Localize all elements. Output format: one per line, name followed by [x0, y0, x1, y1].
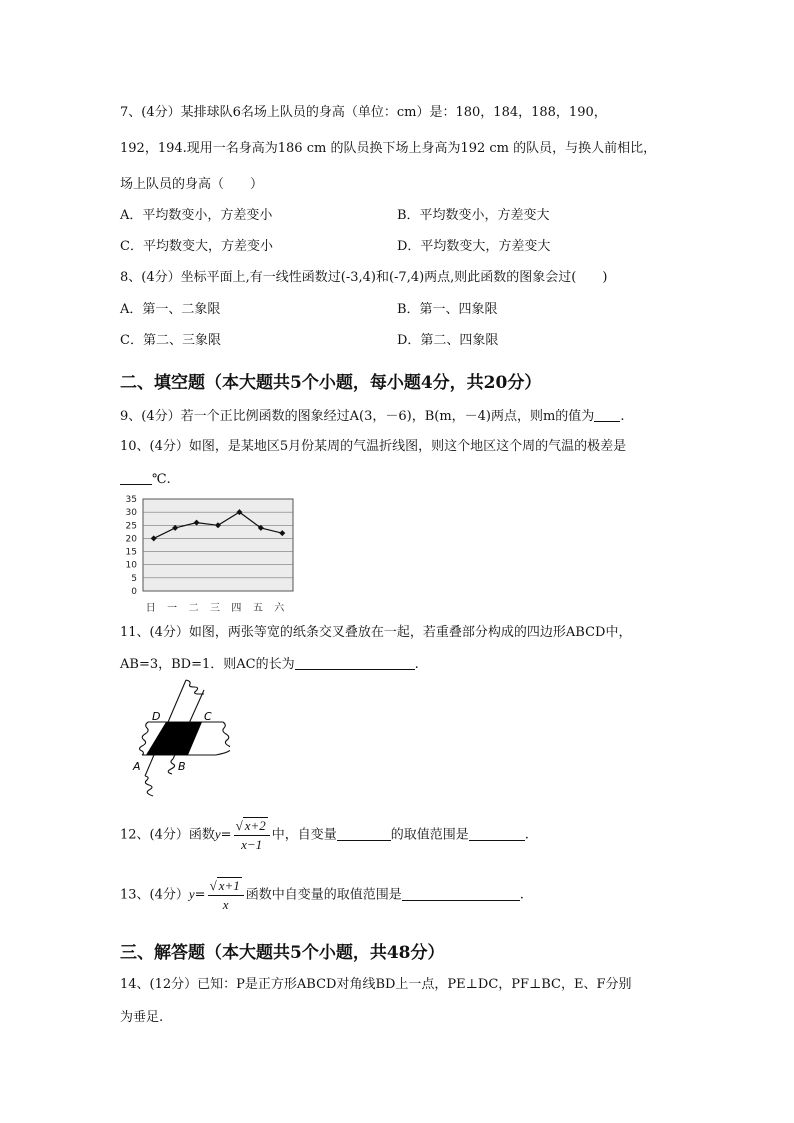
q8-option-d: D．第二、四象限: [397, 333, 499, 348]
q12-text: [120, 818, 529, 852]
q13-mid: 函数中自变量的取值范围是: [245, 887, 402, 903]
q8-option-b: B．第一、四象限: [397, 302, 498, 317]
y-tick-label: 5: [131, 573, 137, 584]
x-tick-label: 一: [167, 603, 178, 614]
q13-text: [120, 878, 524, 912]
q9-text: [120, 409, 624, 423]
q13-fraction: $\frac{√ x+1}{x}$: [208, 878, 244, 912]
q7-option-b: B．平均数变小，方差变大: [397, 208, 550, 223]
q13-y: y: [188, 886, 195, 902]
q12-fraction: $\frac{√ x+2}{x-1}$: [234, 818, 270, 852]
q7-line3: 场上队员的身高（ ）: [120, 177, 264, 192]
q11-answer-blank[interactable]: [295, 657, 415, 670]
plot-area: [143, 499, 293, 591]
label-d: D: [152, 710, 161, 723]
q13-prefix: 13、(4分）: [120, 887, 189, 903]
q11-body: AB=3，BD=1．则AC的长为: [120, 657, 295, 672]
q10-unit: ℃.: [152, 472, 171, 487]
section-heading-solutions: 三、解答题（本大题共5个小题，共48分）: [120, 943, 445, 963]
q14-line1: 14、(12分）已知：P是正方形ABCD对角线BD上一点，PE⊥DC，PF⊥BC，E、F分别: [120, 977, 632, 992]
q13-end: .: [519, 887, 524, 903]
y-tick-label: 15: [125, 547, 137, 558]
x-tick-label: 三: [210, 603, 220, 614]
q9-end: .: [620, 409, 625, 424]
x-tick-label: 五: [252, 603, 263, 614]
q12-denominator: x−1: [241, 836, 263, 852]
q9-answer-blank[interactable]: [594, 409, 620, 422]
x-tick-label: 二: [188, 603, 199, 614]
q9-body: 9、(4分）若一个正比例函数的图象经过A(3，－6)，B(m，－4)两点，则m的值为: [120, 409, 595, 424]
q12-y: y: [214, 826, 221, 842]
q7-line2: 192，194.现用一名身高为186 cm 的队员换下场上身高为192 cm 的队员，与换人前相比，: [120, 141, 657, 156]
q8-option-c: C．第二、三象限: [120, 333, 221, 348]
strip1-left-torn-edge: [140, 722, 149, 755]
q12-end: .: [524, 827, 529, 843]
q12-blank-variable[interactable]: [337, 828, 391, 841]
x-tick-label: 日: [145, 603, 156, 614]
q10-text: 10、(4分）如图，是某地区5月份某周的气温折线图，则这个地区这个周的气温的极差是: [120, 439, 627, 454]
temperature-line-chart: [115, 492, 300, 614]
y-tick-label: 10: [125, 560, 137, 571]
q7-line1: 7、(4分）某排球队6名场上队员的身高（单位：cm）是：180，184，188，190，: [120, 105, 607, 120]
label-c: C: [204, 710, 212, 723]
label-a: A: [133, 760, 141, 773]
q8-line1: 8、(4分）坐标平面上,有一线性函数过(-3,4)和(-7,4)两点,则此函数的图象会过( ): [120, 270, 608, 285]
q13-numerator: x+1: [218, 878, 240, 893]
q12-blank-range[interactable]: [469, 828, 525, 841]
q10-answer-blank[interactable]: [120, 472, 152, 485]
y-tick-label: 30: [125, 508, 137, 519]
strip1-right-torn-edge: [216, 722, 230, 755]
y-tick-label: 0: [131, 587, 137, 597]
label-b: B: [178, 760, 186, 773]
q14-line2: 为垂足.: [120, 1010, 164, 1025]
x-tick-label: 六: [274, 603, 285, 614]
q13-answer-blank[interactable]: [402, 888, 520, 901]
y-tick-label: 25: [125, 521, 137, 532]
q7-option-d: D．平均数变大，方差变大: [397, 239, 551, 254]
strip2-top-torn-edge: [186, 680, 204, 694]
overlap-quadrilateral-abcd: [146, 722, 202, 755]
q13-denominator: x: [222, 896, 229, 912]
q12-mid: 中，自变量: [271, 827, 337, 843]
q8-option-a: A．第一、二象限: [120, 302, 221, 317]
section-heading-fill-in: 二、填空题（本大题共5个小题，每小题4分，共20分）: [120, 373, 542, 393]
y-tick-label: 35: [125, 495, 137, 505]
q11-line1: 11、(4分）如图，两张等宽的纸条交叉叠放在一起，若重叠部分构成的四边形ABCD中，: [120, 625, 632, 640]
q10-answer-line: [120, 472, 171, 486]
q7-option-c: C．平均数变大，方差变小: [120, 239, 273, 254]
q11-line2: [120, 657, 419, 671]
q12-prefix: 12、(4分）函数: [120, 827, 215, 843]
q12-mid2: 的取值范围是: [390, 827, 469, 843]
q7-option-a: A．平均数变小，方差变小: [120, 208, 273, 223]
q13-eq: =: [194, 887, 206, 903]
y-tick-label: 20: [125, 534, 137, 545]
q12-eq: =: [220, 827, 232, 843]
crossed-strips-figure: [118, 676, 230, 800]
q12-numerator: x+2: [244, 818, 266, 833]
x-tick-label: 四: [231, 603, 242, 614]
q11-end: .: [414, 657, 419, 672]
